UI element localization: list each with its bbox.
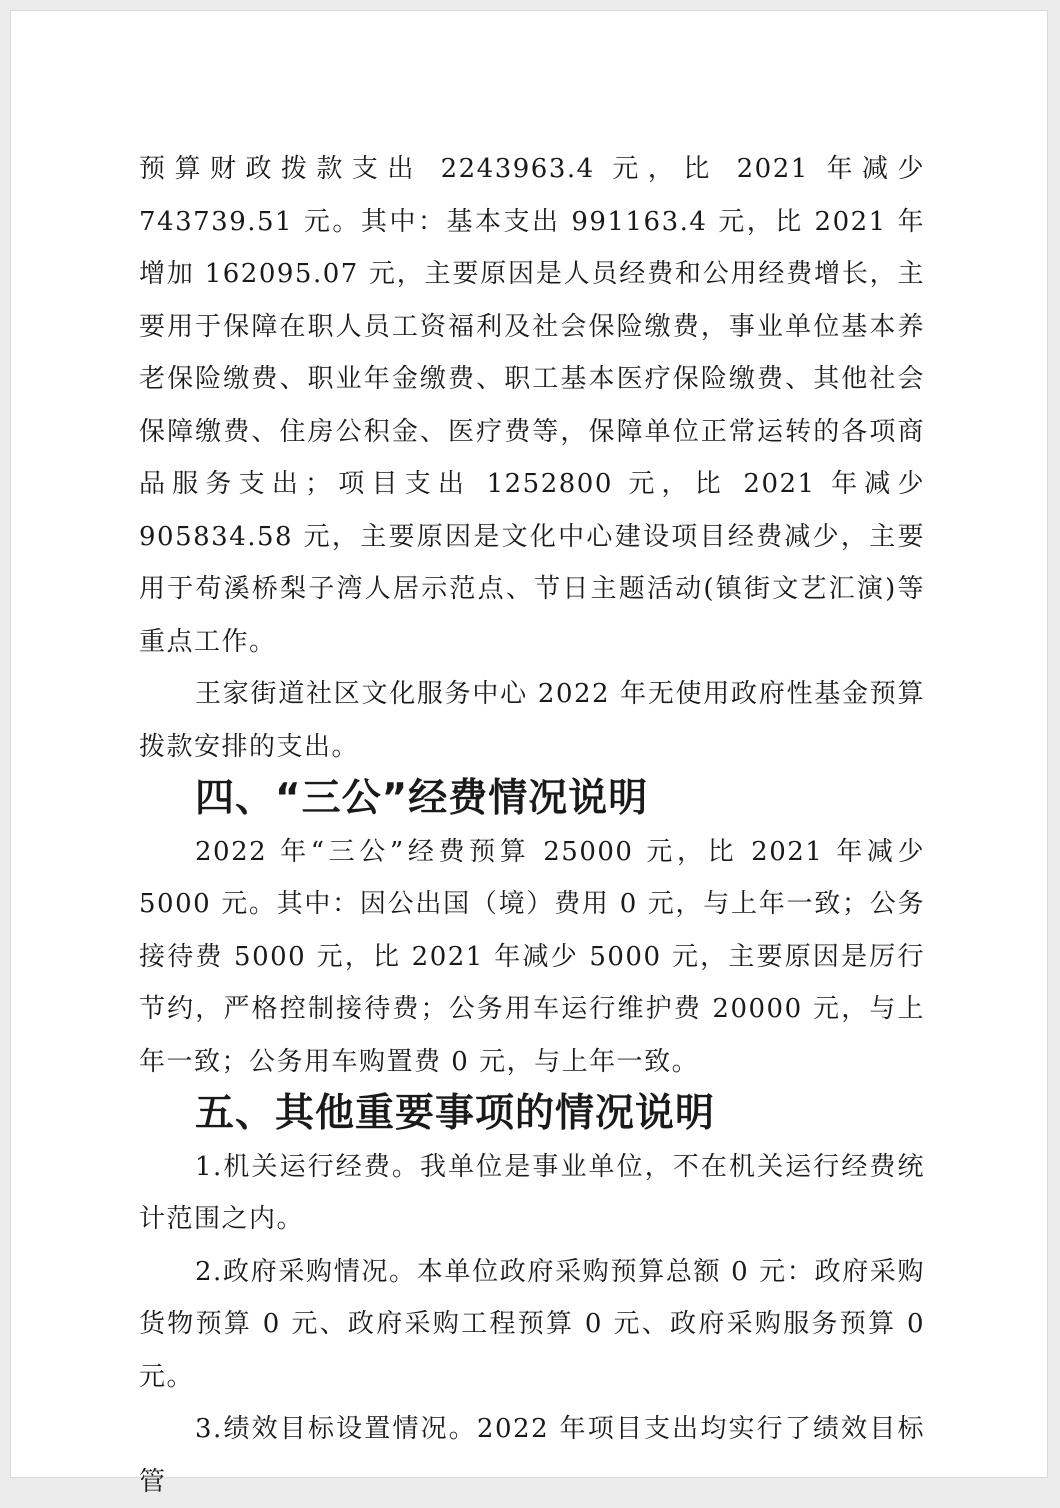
paragraph-three-public-expenses: 2022 年“三公”经费预算 25000 元，比 2021 年减少 5000 元。其中：因公出国（境）费用 0 元，与上年一致；公务接待费 5000 元，比 2021 年减少 5000 元，主要原因是厉行节约，严格控制接待费；公务用车运行维护费 20000 元，与上年一致；公务用车购置费 0 元，与上年一致。 [139, 836, 925, 1077]
section-heading-three-public-expenses: 四、“三公”经费情况说明 [195, 776, 649, 821]
document-body [139, 143, 925, 1508]
paragraph-operating-expenses: 1.机关运行经费。我单位是事业单位，不在机关运行经费统计范围之内。 [139, 1151, 925, 1234]
section-heading-other-matters: 五、其他重要事项的情况说明 [195, 1091, 716, 1136]
paragraph-performance-targets: 3.绩效目标设置情况。2022 年项目支出均实行了绩效目标管 [139, 1414, 925, 1497]
paragraph-government-procurement: 2.政府采购情况。本单位政府采购预算总额 0 元：政府采购货物预算 0 元、政府采购工程预算 0 元、政府采购服务预算 0 元。 [139, 1256, 925, 1392]
document-page [10, 10, 1048, 1497]
paragraph-budget-expenditure: 预算财政拨款支出 2243963.4 元，比 2021 年减少 743739.51 元。其中：基本支出 991163.4 元，比 2021 年增加 162095.07 元，主要原因是人员经费和公用经费增长，主要用于保障在职人员工资福利及社会保险缴费，事业单位基本养老保险缴费、职业年金缴费、职工基本医疗保险缴费、其他社会保障缴费、住房公积金、医疗费等，保障单位正常运转的各项商品服务支出；项目支出 1252800 元，比 2021 年减少 905834.58 元，主要原因是文化中心建设项目经费减少，主要用于苟溪桥梨子湾人居示范点、节日主题活动(镇街文艺汇演)等重点工作。 [139, 154, 925, 657]
paragraph-government-fund: 王家街道社区文化服务中心 2022 年无使用政府性基金预算拨款安排的支出。 [139, 679, 925, 762]
